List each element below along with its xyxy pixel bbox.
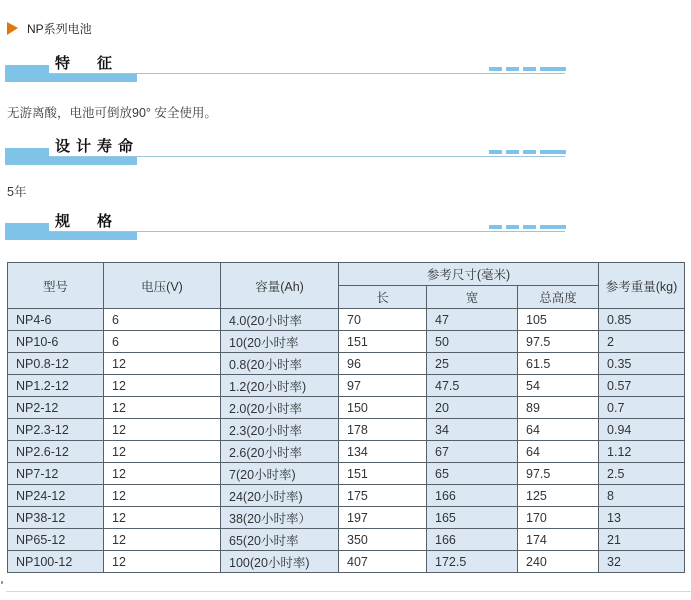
table-cell: 12 [104, 397, 221, 419]
table-cell: 89 [518, 397, 599, 419]
table-cell: 1.2(20小时率) [221, 375, 339, 397]
table-cell: NP65-12 [8, 529, 104, 551]
table-row [8, 397, 685, 419]
table-cell: NP38-12 [8, 507, 104, 529]
header-accent-bar [5, 74, 137, 82]
table-cell: 0.8(20小时率 [221, 353, 339, 375]
table-cell: 64 [518, 441, 599, 463]
table-cell: 174 [518, 529, 599, 551]
table-row [8, 551, 685, 573]
header-dashes [489, 150, 566, 154]
spec-table-header [8, 263, 685, 309]
table-cell: NP1.2-12 [8, 375, 104, 397]
table-cell: 7(20小时率) [221, 463, 339, 485]
col-header-width: 宽 [427, 286, 518, 309]
table-cell: 70 [339, 309, 427, 331]
table-cell: 38(20小时率） [221, 507, 339, 529]
design-life-text: 5年 [7, 185, 27, 199]
table-cell: 12 [104, 529, 221, 551]
table-cell: 20 [427, 397, 518, 419]
table-cell: 407 [339, 551, 427, 573]
table-cell: 61.5 [518, 353, 599, 375]
section-title-design-life: 设计寿命 [55, 138, 140, 155]
table-cell: NP10-6 [8, 331, 104, 353]
table-cell: 197 [339, 507, 427, 529]
table-cell: 54 [518, 375, 599, 397]
header-dashes [489, 67, 566, 71]
table-cell: 0.85 [599, 309, 685, 331]
table-row [8, 375, 685, 397]
table-cell: 0.94 [599, 419, 685, 441]
col-header-capacity: 容量(Ah) [221, 263, 339, 309]
table-row [8, 463, 685, 485]
header-accent-block [5, 65, 49, 74]
table-cell: 166 [427, 485, 518, 507]
table-cell: NP4-6 [8, 309, 104, 331]
table-cell: NP0.8-12 [8, 353, 104, 375]
table-row [8, 353, 685, 375]
table-cell: 34 [427, 419, 518, 441]
col-header-weight: 参考重量(kg) [599, 263, 685, 309]
table-row [8, 309, 685, 331]
table-cell: 105 [518, 309, 599, 331]
table-cell: NP2.6-12 [8, 441, 104, 463]
table-cell: 165 [427, 507, 518, 529]
table-cell: 97.5 [518, 331, 599, 353]
table-cell: 350 [339, 529, 427, 551]
table-cell: 4.0(20小时率 [221, 309, 339, 331]
table-cell: 97.5 [518, 463, 599, 485]
page-title: NP系列电池 [27, 22, 92, 36]
table-cell: 12 [104, 463, 221, 485]
table-cell: 2.0(20小时率 [221, 397, 339, 419]
table-cell: 151 [339, 331, 427, 353]
table-cell: 47 [427, 309, 518, 331]
table-row [8, 529, 685, 551]
table-row [8, 419, 685, 441]
table-cell: 2 [599, 331, 685, 353]
section-header-features [0, 55, 691, 84]
section-header-design-life [0, 138, 691, 167]
table-cell: 12 [104, 353, 221, 375]
table-row [8, 331, 685, 353]
table-cell: 0.35 [599, 353, 685, 375]
table-cell: 2.5 [599, 463, 685, 485]
table-cell: 12 [104, 551, 221, 573]
table-cell: 6 [104, 309, 221, 331]
table-cell: 125 [518, 485, 599, 507]
table-cell: 64 [518, 419, 599, 441]
table-cell: 96 [339, 353, 427, 375]
stray-dot [1, 581, 3, 584]
bottom-divider [6, 591, 691, 592]
table-cell: 175 [339, 485, 427, 507]
table-cell: 12 [104, 485, 221, 507]
table-row [8, 485, 685, 507]
table-cell: 65(20小时率 [221, 529, 339, 551]
table-cell: 8 [599, 485, 685, 507]
table-cell: 13 [599, 507, 685, 529]
table-cell: 170 [518, 507, 599, 529]
table-row [8, 441, 685, 463]
section-title-specs: 规 格 [55, 213, 119, 230]
table-cell: NP2.3-12 [8, 419, 104, 441]
table-cell: 12 [104, 419, 221, 441]
table-cell: 150 [339, 397, 427, 419]
table-cell: NP2-12 [8, 397, 104, 419]
table-cell: NP100-12 [8, 551, 104, 573]
table-cell: 0.7 [599, 397, 685, 419]
col-header-voltage: 电压(V) [104, 263, 221, 309]
col-header-length: 长 [339, 286, 427, 309]
table-row [8, 507, 685, 529]
col-header-dimensions-group: 参考尺寸(毫米) [339, 263, 599, 286]
header-accent-bar [5, 232, 137, 240]
table-cell: 65 [427, 463, 518, 485]
table-cell: 151 [339, 463, 427, 485]
table-cell: 12 [104, 507, 221, 529]
features-text: 无游离酸，电池可倒放90° 安全使用。 [7, 106, 217, 120]
arrow-right-icon [7, 22, 18, 35]
section-title-features: 特 征 [55, 55, 119, 72]
table-cell: 134 [339, 441, 427, 463]
table-cell: 6 [104, 331, 221, 353]
table-cell: 2.6(20小时率 [221, 441, 339, 463]
col-header-model: 型号 [8, 263, 104, 309]
table-cell: 12 [104, 441, 221, 463]
table-cell: 32 [599, 551, 685, 573]
table-cell: 21 [599, 529, 685, 551]
header-dashes [489, 225, 566, 229]
breadcrumb [7, 20, 92, 37]
table-cell: 10(20小时率 [221, 331, 339, 353]
table-cell: 97 [339, 375, 427, 397]
table-cell: 166 [427, 529, 518, 551]
table-cell: 0.57 [599, 375, 685, 397]
table-cell: 47.5 [427, 375, 518, 397]
spec-table-body [8, 309, 685, 573]
table-cell: 178 [339, 419, 427, 441]
table-cell: 50 [427, 331, 518, 353]
table-cell: 172.5 [427, 551, 518, 573]
header-accent-block [5, 148, 49, 157]
spec-table [7, 262, 685, 573]
table-cell: 2.3(20小时率 [221, 419, 339, 441]
table-cell: 240 [518, 551, 599, 573]
header-accent-bar [5, 157, 137, 165]
table-cell: 1.12 [599, 441, 685, 463]
section-header-specs [0, 213, 691, 242]
table-cell: NP7-12 [8, 463, 104, 485]
header-accent-block [5, 223, 49, 232]
table-cell: 24(20小时率) [221, 485, 339, 507]
table-cell: 67 [427, 441, 518, 463]
table-cell: NP24-12 [8, 485, 104, 507]
col-header-height: 总高度 [518, 286, 599, 309]
table-cell: 25 [427, 353, 518, 375]
table-cell: 100(20小时率) [221, 551, 339, 573]
table-cell: 12 [104, 375, 221, 397]
